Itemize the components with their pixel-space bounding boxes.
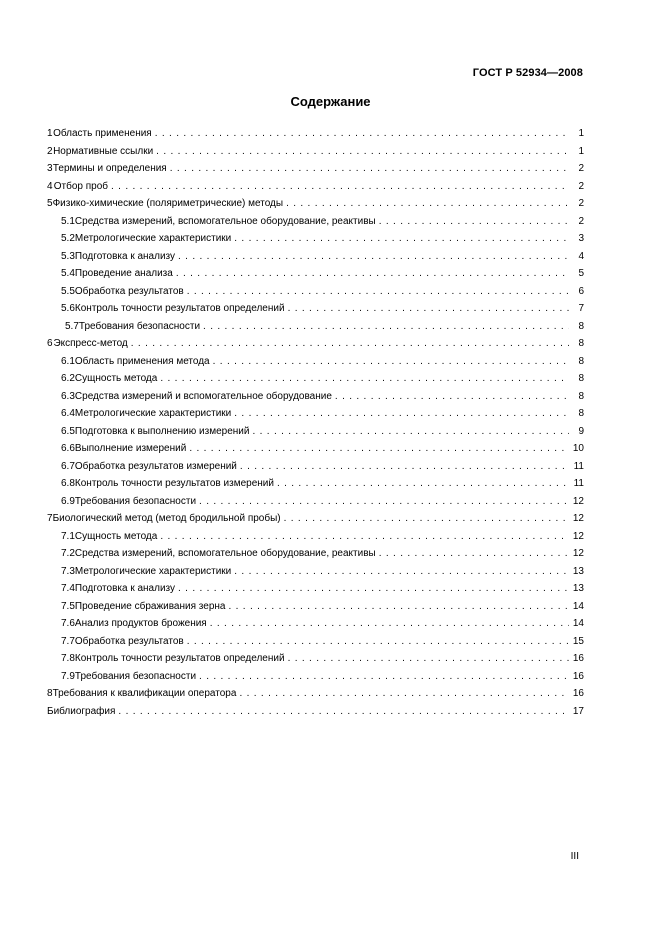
toc-entry-page: 2 <box>578 180 584 192</box>
toc-entry-page: 2 <box>578 215 584 227</box>
toc-dot-leader <box>277 475 569 493</box>
toc-entry-page: 14 <box>572 600 584 612</box>
toc-entry-label: Метрологические характеристики <box>74 408 232 419</box>
toc-entry[interactable] <box>47 510 584 528</box>
toc-entry[interactable] <box>47 353 584 371</box>
page-folio: III <box>570 851 579 862</box>
toc-dot-leader <box>178 248 569 266</box>
toc-entry-number: 5.7 <box>65 320 79 332</box>
toc-entry-number: 5.4 <box>61 268 75 279</box>
toc-entry[interactable] <box>47 440 584 458</box>
toc-entry-page: 10 <box>572 443 584 454</box>
toc-entry-label: Средства измерений, вспомогательное оборудование, реактивы <box>74 215 376 227</box>
toc-entry-page: 11 <box>573 460 584 472</box>
toc-dot-leader <box>111 178 569 196</box>
toc-entry-label: Контроль точности результатов определений <box>74 303 285 314</box>
toc-entry[interactable] <box>47 493 584 511</box>
toc-entry-label: Средства измерений, вспомогательное оборудование, реактивы <box>74 548 376 559</box>
toc-entry-label: Подготовка к выполнению измерений <box>74 425 250 437</box>
toc-entry[interactable] <box>47 423 584 441</box>
toc-entry-number: 5 <box>47 198 53 209</box>
toc-dot-leader <box>288 300 569 318</box>
toc-entry-label: Метрологические характеристики <box>74 233 232 244</box>
toc-entry-label: Подготовка к анализу <box>74 583 176 594</box>
toc-entry-page: 16 <box>572 688 584 699</box>
toc-dot-leader <box>131 335 569 353</box>
toc-entry-number: 6 <box>47 338 53 349</box>
toc-dot-leader <box>234 563 569 581</box>
toc-entry-label: Требования безопасности <box>74 495 197 507</box>
toc-dot-leader <box>284 510 569 528</box>
toc-entry-label: Выполнение измерений <box>74 443 187 454</box>
toc-entry-number: 8 <box>47 688 53 699</box>
toc-dot-leader <box>187 633 569 651</box>
table-of-contents <box>47 125 584 720</box>
toc-entry-number: 7.2 <box>61 548 75 559</box>
toc-entry-label: Область применения <box>53 128 152 139</box>
page-title: Содержание <box>290 94 371 109</box>
toc-entry-page: 8 <box>578 408 584 419</box>
toc-entry-number: 5.1 <box>61 215 75 227</box>
toc-dot-leader <box>170 160 569 178</box>
toc-entry[interactable] <box>47 475 584 493</box>
toc-dot-leader <box>252 423 569 441</box>
toc-entry-number: 6.4 <box>61 408 75 419</box>
toc-entry-number: 5.6 <box>61 303 75 314</box>
toc-entry-number: 7.7 <box>61 635 75 647</box>
toc-entry-number: 6.8 <box>61 478 75 489</box>
toc-entry[interactable] <box>47 283 584 301</box>
toc-dot-leader <box>118 703 569 721</box>
toc-entry-number: 4 <box>47 180 53 192</box>
toc-entry-page: 12 <box>572 530 584 542</box>
toc-entry[interactable] <box>47 615 584 633</box>
toc-dot-leader <box>210 615 569 633</box>
toc-entry-number: 7.8 <box>61 653 75 664</box>
toc-entry-number: 6.3 <box>61 390 75 402</box>
toc-dot-leader <box>239 685 569 703</box>
toc-entry[interactable] <box>47 318 584 336</box>
toc-entry-number: 7.9 <box>61 670 75 682</box>
toc-entry-number: 2 <box>47 145 53 157</box>
toc-dot-leader <box>234 230 569 248</box>
toc-dot-leader <box>286 195 569 213</box>
toc-entry-page: 15 <box>572 635 584 647</box>
toc-entry[interactable] <box>47 178 584 196</box>
toc-entry-label: Средства измерений и вспомогательное оборудование <box>74 390 332 402</box>
toc-entry-page: 14 <box>572 618 584 629</box>
toc-entry-number: 6.2 <box>61 373 75 384</box>
toc-entry-label: Библиография <box>47 705 116 717</box>
toc-entry-number: 6.5 <box>61 425 75 437</box>
toc-entry-number: 3 <box>47 163 53 174</box>
toc-entry-label: Сущность метода <box>74 530 158 542</box>
toc-entry[interactable] <box>47 528 584 546</box>
toc-entry-number: 7.3 <box>61 565 75 577</box>
toc-entry-label: Проведение анализа <box>74 268 173 279</box>
toc-entry-page: 12 <box>572 495 584 507</box>
toc-entry-number: 7.1 <box>61 530 75 542</box>
toc-entry-page: 17 <box>572 705 584 717</box>
toc-dot-leader <box>335 388 569 406</box>
toc-entry[interactable] <box>47 230 584 248</box>
toc-entry-page: 7 <box>578 303 584 314</box>
toc-entry-label: Требования безопасности <box>74 670 197 682</box>
toc-entry-number: 5.3 <box>61 250 75 262</box>
toc-entry-label: Обработка результатов <box>74 635 184 647</box>
toc-entry-page: 8 <box>578 355 584 367</box>
toc-entry-number: 1 <box>47 128 53 139</box>
toc-dot-leader <box>156 143 569 161</box>
toc-entry-label: Обработка результатов измерений <box>74 460 237 472</box>
toc-entry[interactable] <box>47 335 584 353</box>
toc-entry-page: 2 <box>578 198 584 209</box>
toc-entry[interactable] <box>47 668 584 686</box>
toc-entry-number: 6.7 <box>61 460 75 472</box>
toc-dot-leader <box>160 528 569 546</box>
toc-entry-page: 1 <box>578 128 584 139</box>
toc-entry-label: Контроль точности результатов измерений <box>74 478 274 489</box>
toc-entry-number: 6.9 <box>61 495 75 507</box>
toc-entry[interactable] <box>47 598 584 616</box>
toc-entry-number: 7 <box>47 513 53 524</box>
toc-entry-page: 13 <box>572 583 584 594</box>
toc-dot-leader <box>199 668 569 686</box>
toc-entry[interactable] <box>47 300 584 318</box>
toc-entry-number: 6.1 <box>61 355 75 367</box>
toc-entry-page: 9 <box>578 425 584 437</box>
toc-entry-page: 16 <box>572 653 584 664</box>
toc-dot-leader <box>178 580 569 598</box>
toc-entry-number: 6.6 <box>61 443 75 454</box>
toc-entry[interactable] <box>47 633 584 651</box>
toc-entry-label: Требования к квалификации оператора <box>52 688 237 699</box>
toc-entry-label: Контроль точности результатов определений <box>74 653 285 664</box>
toc-entry[interactable] <box>47 458 584 476</box>
toc-entry[interactable] <box>47 703 584 721</box>
toc-entry[interactable] <box>47 125 584 143</box>
toc-entry[interactable] <box>47 580 584 598</box>
toc-entry-number: 7.4 <box>61 583 75 594</box>
toc-entry[interactable] <box>47 265 584 283</box>
toc-entry-label: Проведение сбраживания зерна <box>74 600 226 612</box>
toc-entry-label: Нормативные ссылки <box>53 145 154 157</box>
toc-dot-leader <box>213 353 569 371</box>
toc-entry[interactable] <box>47 143 584 161</box>
toc-entry-page: 8 <box>578 320 584 332</box>
toc-dot-leader <box>240 458 569 476</box>
toc-dot-leader <box>187 283 569 301</box>
toc-entry-number: 7.6 <box>61 618 75 629</box>
toc-dot-leader <box>203 318 569 336</box>
toc-entry-page: 13 <box>572 565 584 577</box>
toc-entry[interactable] <box>47 213 584 231</box>
toc-entry[interactable] <box>47 388 584 406</box>
toc-dot-leader <box>199 493 569 511</box>
toc-entry-page: 4 <box>578 250 584 262</box>
document-code: ГОСТ Р 52934—2008 <box>472 67 583 79</box>
toc-entry-label: Физико-химические (поляриметрические) методы <box>52 198 284 209</box>
toc-entry-label: Отбор проб <box>53 180 109 192</box>
toc-entry-page: 5 <box>578 268 584 279</box>
toc-entry[interactable] <box>47 650 584 668</box>
toc-dot-leader <box>189 440 569 458</box>
toc-entry-number: 5.5 <box>61 285 75 297</box>
toc-dot-leader <box>379 545 569 563</box>
toc-entry-page: 11 <box>573 478 584 489</box>
toc-entry-label: Анализ продуктов брожения <box>74 618 207 629</box>
toc-entry[interactable] <box>47 160 584 178</box>
toc-dot-leader <box>288 650 569 668</box>
toc-entry-number: 5.2 <box>61 233 75 244</box>
toc-entry-label: Биологический метод (метод бродильной пробы) <box>52 513 281 524</box>
toc-entry[interactable] <box>47 370 584 388</box>
toc-entry[interactable] <box>47 563 584 581</box>
toc-entry-page: 2 <box>578 163 584 174</box>
toc-entry-label: Метрологические характеристики <box>74 565 232 577</box>
toc-dot-leader <box>160 370 569 388</box>
toc-entry-label: Область применения метода <box>74 355 210 367</box>
toc-entry-number: 7.5 <box>61 600 75 612</box>
toc-entry-label: Подготовка к анализу <box>74 250 176 262</box>
toc-entry-label: Требования безопасности <box>78 320 201 332</box>
toc-entry-page: 1 <box>578 145 584 157</box>
toc-dot-leader <box>234 405 569 423</box>
toc-entry-label: Сущность метода <box>74 373 158 384</box>
toc-dot-leader <box>155 125 569 143</box>
toc-entry-page: 3 <box>578 233 584 244</box>
toc-entry-page: 8 <box>578 373 584 384</box>
toc-dot-leader <box>379 213 569 231</box>
toc-entry[interactable] <box>47 195 584 213</box>
toc-entry[interactable] <box>47 545 584 563</box>
toc-entry-label: Экспресс-метод <box>53 338 128 349</box>
toc-entry-label: Обработка результатов <box>74 285 184 297</box>
toc-dot-leader <box>176 265 569 283</box>
toc-entry-page: 8 <box>578 338 584 349</box>
toc-entry[interactable] <box>47 405 584 423</box>
toc-dot-leader <box>228 598 569 616</box>
toc-entry-page: 8 <box>578 390 584 402</box>
toc-entry-page: 12 <box>572 513 584 524</box>
toc-entry-page: 12 <box>572 548 584 559</box>
toc-entry-label: Термины и определения <box>52 163 167 174</box>
toc-entry[interactable] <box>47 248 584 266</box>
toc-entry-page: 16 <box>572 670 584 682</box>
toc-entry-page: 6 <box>578 285 584 297</box>
toc-entry[interactable] <box>47 685 584 703</box>
